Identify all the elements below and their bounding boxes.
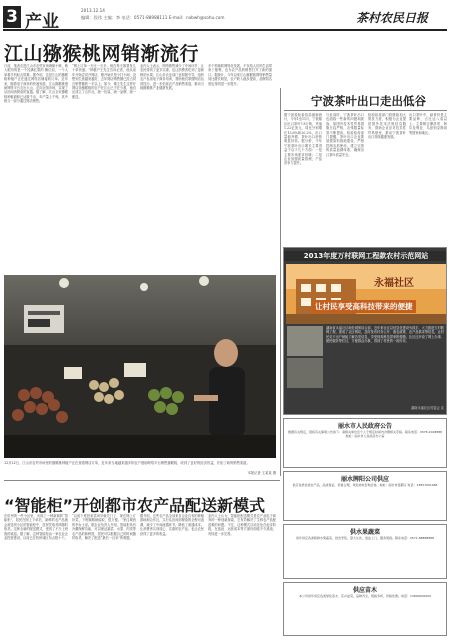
notice-box-1 — [283, 418, 447, 468]
market-photo — [4, 275, 276, 458]
notice-box-2-text: 供应各类优质农产品，品质保证，价格合理，欢迎来电咨询洽谈。地址：丽水市莲都区 电话：13857001066 — [292, 483, 438, 487]
notice-box-2-title: 丽水牌阳公司供应 — [340, 476, 389, 483]
notice-box-3 — [283, 524, 447, 579]
page-number: 3 — [3, 6, 21, 28]
bottom-col-1: 在杭州的一些小区里，出现了一种新颖的“智能柜”，居民在网上下单后，新鲜的农产品就会被送到小区的智能柜中，居民凭取货码随时取货。这种全新的配送模式，受到了不少上班族的欢迎。据了解，这种智能柜由一家农业企业投资建设，目前已在杭州城区布点数十个。 — [4, 514, 68, 541]
side-col-2: 与此同时，宁波茶叶出口也面临一些新的问题和挑战，如国外技术性贸易措施日趋严格，农残限量标准不断提高。检验检疫部门提醒，茶叶出口企业要加强原料基地建设，严格控制农药使用，建立完善的质量追溯体系，确保出口茶叶质量安全。 — [326, 113, 364, 157]
ad-footer: 湖南永福社区村委会 宣 — [411, 406, 444, 410]
side-col-3: 检验检疫部门将继续加大帮扶力度，积极为企业提供国外技术法规信息服务，帮助企业应对技术性贸易壁垒，推动宁波茶叶出口持续健康发展。 — [368, 113, 406, 140]
photo-caption: 12月12日，江山市农贸市场里的猕猴桃种植户正在查看网店订单，近年来当地越来越多的农户借助网络平台销售猕猴桃，收到了良好的经济效益，开拓了新的销售渠道。 — [4, 461, 250, 465]
masthead: 茶村农民日报 — [356, 11, 429, 25]
ad-body: 湖南省永福社区地处城郊结合部，近年来社区以信息化建设为抓手，大力推进万村联网工程，建成了社区网站，及时发布村务公开、惠农政策、农产品供求等信息，让村民足不出户就能了解各类信息，享受到高科技带来的便捷。社区还开设了网上办事、便民服务等栏目，方便群众办事，得到了村民的一致好评。 — [326, 326, 444, 344]
side-col-4: 出口茶叶中，绿茶仍是主要品种，占比达八成以上。主要销往摩洛哥、阿尔及利亚、乌兹别克斯坦等国家和地区。 — [409, 113, 447, 135]
main-col-1: 日前，笔者走进江山市农贸市场调研小贩，映入眼帘的是一个挂满红果的 摊位前，一个人拿着手机轻点屏幕。据介绍，这是江山的猕猴桃种植户正在通过网络店铺接收订单。近年来，随着电子商务的快速发展，江山猕猴桃借助网络平台走出大山，走向全国市场，实现了从田间到餐桌的直通。据了解，江山全市猕猴桃种植面积已达数千亩，年产量上千吨，其中相当一部分通过网店销售。 — [4, 64, 68, 104]
notice-box-4-text: 本公司常年供应各类绿化苗木、花卉盆景，品种齐全，规格多样，价格优惠。电话：13800000000 — [299, 594, 431, 598]
photo-credit: 本报记者 王某某 摄 — [247, 471, 276, 475]
notice-box-4 — [283, 582, 447, 636]
village-website-ad — [283, 247, 447, 415]
ad-building-image — [286, 264, 446, 324]
bottom-col-4: 业内人士认为，智能柜配送模式是农产品电子商务的一种创新探索，它有效解决了生鲜农产品配送难的问题。不过，这种模式目前还处在起步阶段，在选址、运营成本等方面仍面临不少挑战，有待进一步完善。 — [208, 514, 276, 536]
bottom-col-3: 据介绍，这些农产品全部来自企业自有的种植基地和合作社，实行从田间到餐桌的全程可追溯，减少了中间流通环节，降低了流通成本，让消费者买到放心、实惠的农产品，也让农民获得了更多的收益。 — [140, 514, 204, 536]
side-headline-rule — [284, 110, 447, 111]
bottom-col-2: “以前下班回来菜场早就关门了，现在网上订好菜，下班顺路就能取，很方便。”家住城西的李女士说。据企业负责人介绍，智能柜具有冷藏保鲜功能，可以保证蔬菜、水果、肉类等农产品的新鲜度，居民可以根据自己的时间随时取货，解决了配送“最后一百米”的难题。 — [72, 514, 136, 541]
header-date: 2013.12.14 — [81, 8, 105, 13]
main-headline: 江山猕猴桃网销渐流行 — [4, 43, 200, 65]
notice-box-3-title: 供水果蔬菜 — [349, 529, 380, 536]
section-name: 产业 — [25, 12, 59, 32]
side-headline: 宁波茶叶出口走出低谷 — [311, 94, 426, 108]
notice-box-2 — [283, 471, 447, 521]
ad-small-photo-2 — [287, 358, 323, 388]
ad-slogan: 让村民享受高科技带来的便捷 — [312, 300, 416, 313]
column-divider — [280, 88, 281, 476]
ad-village-name: 永福社区 — [374, 278, 414, 289]
main-col-3: 业内人士表示，网络销售减少了中间环节，让农民得到了更多实惠，也让消费者吃到了更新鲜的水果。江山市农业部门也积极引导，组织农户参加电子商务培训，帮助他们掌握网店运营技巧，进一步拓宽农产品销售渠道，推动当地猕猴桃产业健康发展。 — [140, 64, 204, 91]
side-col-1: 据宁波检验检疫局最新统计，今年1至11月，宁波辖区出口茶叶7.8万吨，货值1.22亿美元，同比分别增长13.6%和20.2%，出口量值齐增，茶叶出口形势明显好转。据分析，今年宁波茶叶出口增长主要得益于以下几个方面：一是主要市场需求回暖；二是企业加强质量管理，产品竞争力提升。 — [284, 113, 322, 166]
ad-small-photo — [287, 326, 323, 356]
notice-box-1-title: 丽水市人民政府公告 — [337, 423, 392, 430]
notice-box-1-text: 根据有关规定，现将有关事项公告如下：请相关单位及个人于规定时间内办理相关手续。联系电话：0578-2018888 地址：丽水市人民政府办公室 — [287, 430, 443, 439]
notice-box-4-title: 供应苗木 — [352, 587, 377, 594]
bottom-section-rule — [4, 480, 280, 481]
notice-box-3-text: 常年供应各类新鲜水果蔬菜，批发零售，量大从优，送货上门，服务周到。联系电话：0571-88888888 — [296, 536, 434, 540]
header-editor-line: 编辑：段玮 主编：李 电话：0571-88988111 E-mail：nxbwh@sohu.com — [81, 15, 225, 20]
bottom-headline: “智能柜”开创都市农产品配送新模式 — [4, 496, 266, 515]
ad-banner-title: 2013年度万村联网工程款农村示范网站 — [284, 251, 447, 261]
main-col-2: “网上订单一天比一天多，现在每天都要发几十单快递。”种植户王先生告诉记者，他从前年开始尝试开网店，刚开始只是小打小闹，没想到生意越来越好，去年网店销售额已经占到总销售额的一半以上。如今，像王先生这样开网店卖猕猴桃的农户在江山已不在少数，他们还成立了合作社，统一包装、统一品牌、统一配送。 — [72, 64, 136, 99]
header-rule — [3, 29, 447, 31]
main-col-4: 多个领域的网络化发展，不仅给人们的生活带来了便利，也为农产品的销售打开了新的窗口。据统计，今年以来江山猕猴桃网络销售量同比增长明显，农户收入稳步提高，品牌知名度也得到进一步提升。 — [208, 64, 272, 86]
